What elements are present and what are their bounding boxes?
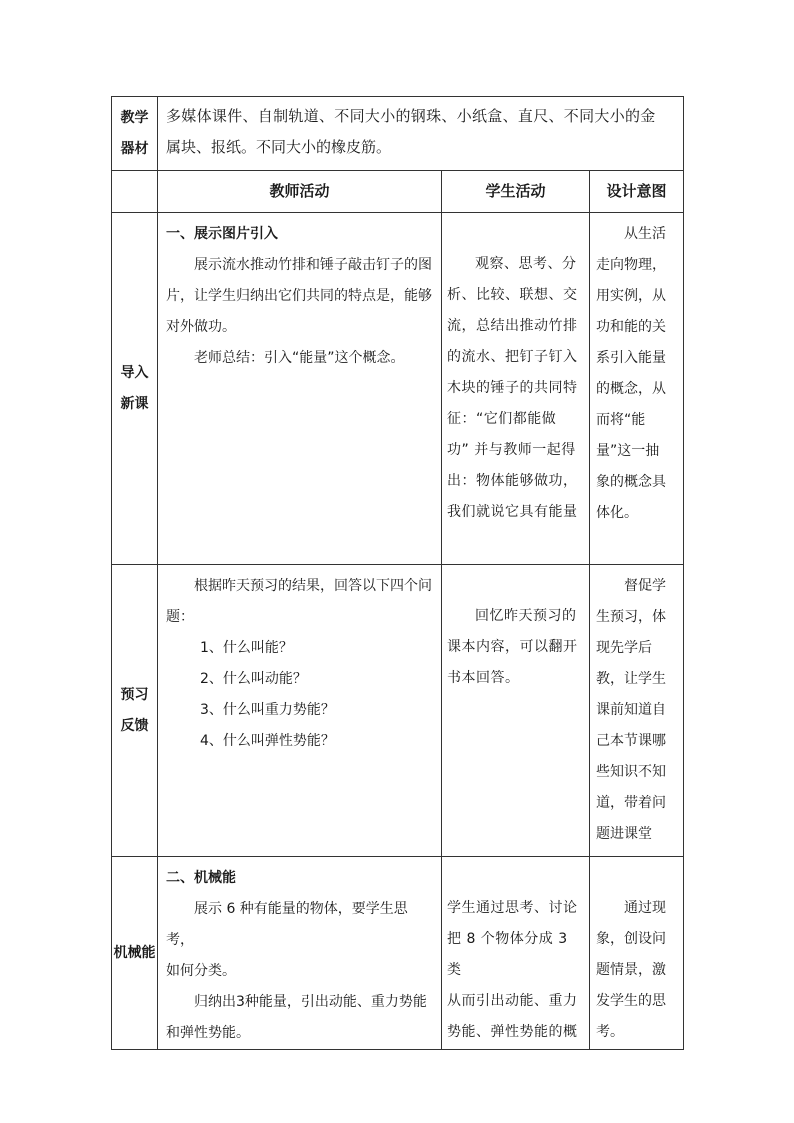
section-intro-teacher-line: 对外做功。 (166, 319, 236, 335)
section-preview-label-line1: 预习 (120, 686, 149, 703)
section-mechanical-design-line: 发学生的思 (596, 993, 666, 1009)
section-preview-student-line: 回忆昨天预习的 (475, 608, 577, 624)
section-preview-student-line: 课本内容，可以翻开 (447, 639, 578, 655)
section-intro-teacher-line: 展示流水推动竹排和锤子敲击钉子的图 (194, 257, 432, 273)
materials-text-line1: 多媒体课件、自制轨道、不同大小的钢珠、小纸盒、直尺、不同大小的金 (166, 107, 656, 125)
section-mechanical-teacher (158, 857, 442, 1050)
section-mechanical-heading: 二、机械能 (166, 870, 236, 886)
question-item: 1、什么叫能？ (200, 640, 293, 656)
section-intro-label-line2: 新课 (120, 395, 149, 412)
section-mechanical-teacher-line: 归纳出3种能量，引出动能、重力势能 (194, 994, 427, 1010)
section-preview-design-line: 课前知道自 (596, 702, 666, 718)
header-teacher: 教师活动 (158, 171, 442, 213)
section-preview-design-line: 教，让学生 (596, 671, 666, 687)
section-mechanical-design-line: 题情景，激 (596, 962, 666, 978)
section-preview-design-line: 道，带着问 (596, 795, 666, 811)
section-intro-teacher-line: 老师总结：引入“能量”这个概念。 (194, 350, 405, 366)
section-intro-design-line: 象的概念具 (596, 474, 666, 490)
section-mechanical-student-line: 势能、弹性势能的概 (447, 1024, 578, 1040)
section-mechanical-label: 机械能 (112, 857, 158, 1050)
section-mechanical-teacher-line: 如何分类。 (166, 963, 236, 979)
section-intro-design-line: 从生活 (624, 226, 666, 242)
section-mechanical-student (442, 857, 590, 1050)
section-intro-design-line: 系引入能量 (596, 350, 666, 366)
section-intro-student-line: 出：物体能够做功， (447, 473, 578, 489)
section-intro-design-line: 走向物理， (596, 257, 666, 273)
section-mechanical-row (112, 857, 684, 1050)
section-intro-label (112, 213, 158, 565)
section-preview-design-line: 生预习，体 (596, 609, 666, 625)
section-mechanical-design-line: 通过现 (624, 900, 666, 916)
section-intro-label-line1: 导入 (120, 364, 149, 381)
section-mechanical-student-line: 从而引出动能、重力 (447, 993, 578, 1009)
question-item: 4、什么叫弹性势能？ (200, 733, 335, 749)
materials-content (158, 97, 684, 171)
section-intro-design-line: 用实例，从 (596, 288, 666, 304)
section-preview-design-line: 现先学后 (596, 640, 652, 656)
section-intro-student-line: 观察、思考、分 (475, 256, 577, 272)
materials-text-line2: 属块、报纸。不同大小的橡皮筋。 (166, 138, 392, 156)
section-mechanical-design (590, 857, 684, 1050)
section-intro-teacher-line: 片，让学生归纳出它们共同的特点是，能够 (166, 288, 432, 304)
section-mechanical-teacher-line: 和弹性势能。 (166, 1025, 250, 1041)
section-intro-student (442, 213, 590, 565)
section-intro-student-line: 木块的锤子的共同特 (447, 380, 578, 396)
section-preview-label-line2: 反馈 (120, 717, 149, 734)
section-preview-design-line: 督促学 (624, 578, 666, 594)
section-intro-design-line: 而将“能 (596, 412, 646, 428)
materials-label-line1: 教学 (120, 109, 149, 126)
question-item: 3、什么叫重力势能？ (200, 702, 335, 718)
section-intro-row (112, 213, 684, 565)
section-preview-design (590, 565, 684, 857)
section-intro-design-line: 量”这一抽 (596, 443, 660, 459)
materials-row (112, 97, 684, 171)
section-intro-student-line: 流，总结出推动竹排 (447, 318, 578, 334)
section-preview-intro: 根据昨天预习的结果，回答以下四个问 (194, 578, 432, 594)
section-mechanical-student-line: 把 8 个物体分成 3 类 (447, 931, 568, 978)
section-intro-student-line: 征：“它们都能做 (447, 411, 557, 427)
header-row (112, 171, 684, 213)
section-preview-design-line: 题进课堂 (596, 826, 652, 842)
header-design: 设计意图 (590, 171, 684, 213)
lesson-plan-table (111, 96, 684, 1050)
section-intro-design-line: 的概念，从 (596, 381, 666, 397)
header-student: 学生活动 (442, 171, 590, 213)
section-intro-student-line: 的流水、把钉子钉入 (447, 349, 578, 365)
section-preview-design-line: 些知识不知 (596, 764, 666, 780)
section-preview-label (112, 565, 158, 857)
question-item: 2、什么叫动能？ (200, 671, 307, 687)
section-intro-student-line: 我们就说它具有能量 (447, 504, 578, 520)
section-preview-row (112, 565, 684, 857)
section-intro-student-line: 功” 并与教师一起得 (447, 442, 576, 458)
section-preview-design-line: 己本节课哪 (596, 733, 666, 749)
materials-label-line2: 器材 (120, 140, 149, 157)
header-empty-cell (112, 171, 158, 213)
section-intro-design (590, 213, 684, 565)
section-intro-student-line: 析、比较、联想、交 (447, 287, 578, 303)
section-intro-design-line: 功和能的关 (596, 319, 666, 335)
section-intro-teacher (158, 213, 442, 565)
section-preview-student-line: 书本回答。 (447, 670, 520, 686)
section-mechanical-design-line: 象，创设问 (596, 931, 666, 947)
section-mechanical-student-line: 学生通过思考、讨论 (447, 900, 578, 916)
section-intro-design-line: 体化。 (596, 505, 638, 521)
section-preview-teacher (158, 565, 442, 857)
section-intro-heading: 一、展示图片引入 (166, 226, 278, 242)
materials-label (112, 97, 158, 171)
section-mechanical-design-line: 考。 (596, 1024, 624, 1040)
section-mechanical-teacher-line: 展示 6 种有能量的物体，要学生思考， (166, 901, 408, 948)
section-preview-student (442, 565, 590, 857)
section-preview-intro: 题： (166, 609, 194, 625)
